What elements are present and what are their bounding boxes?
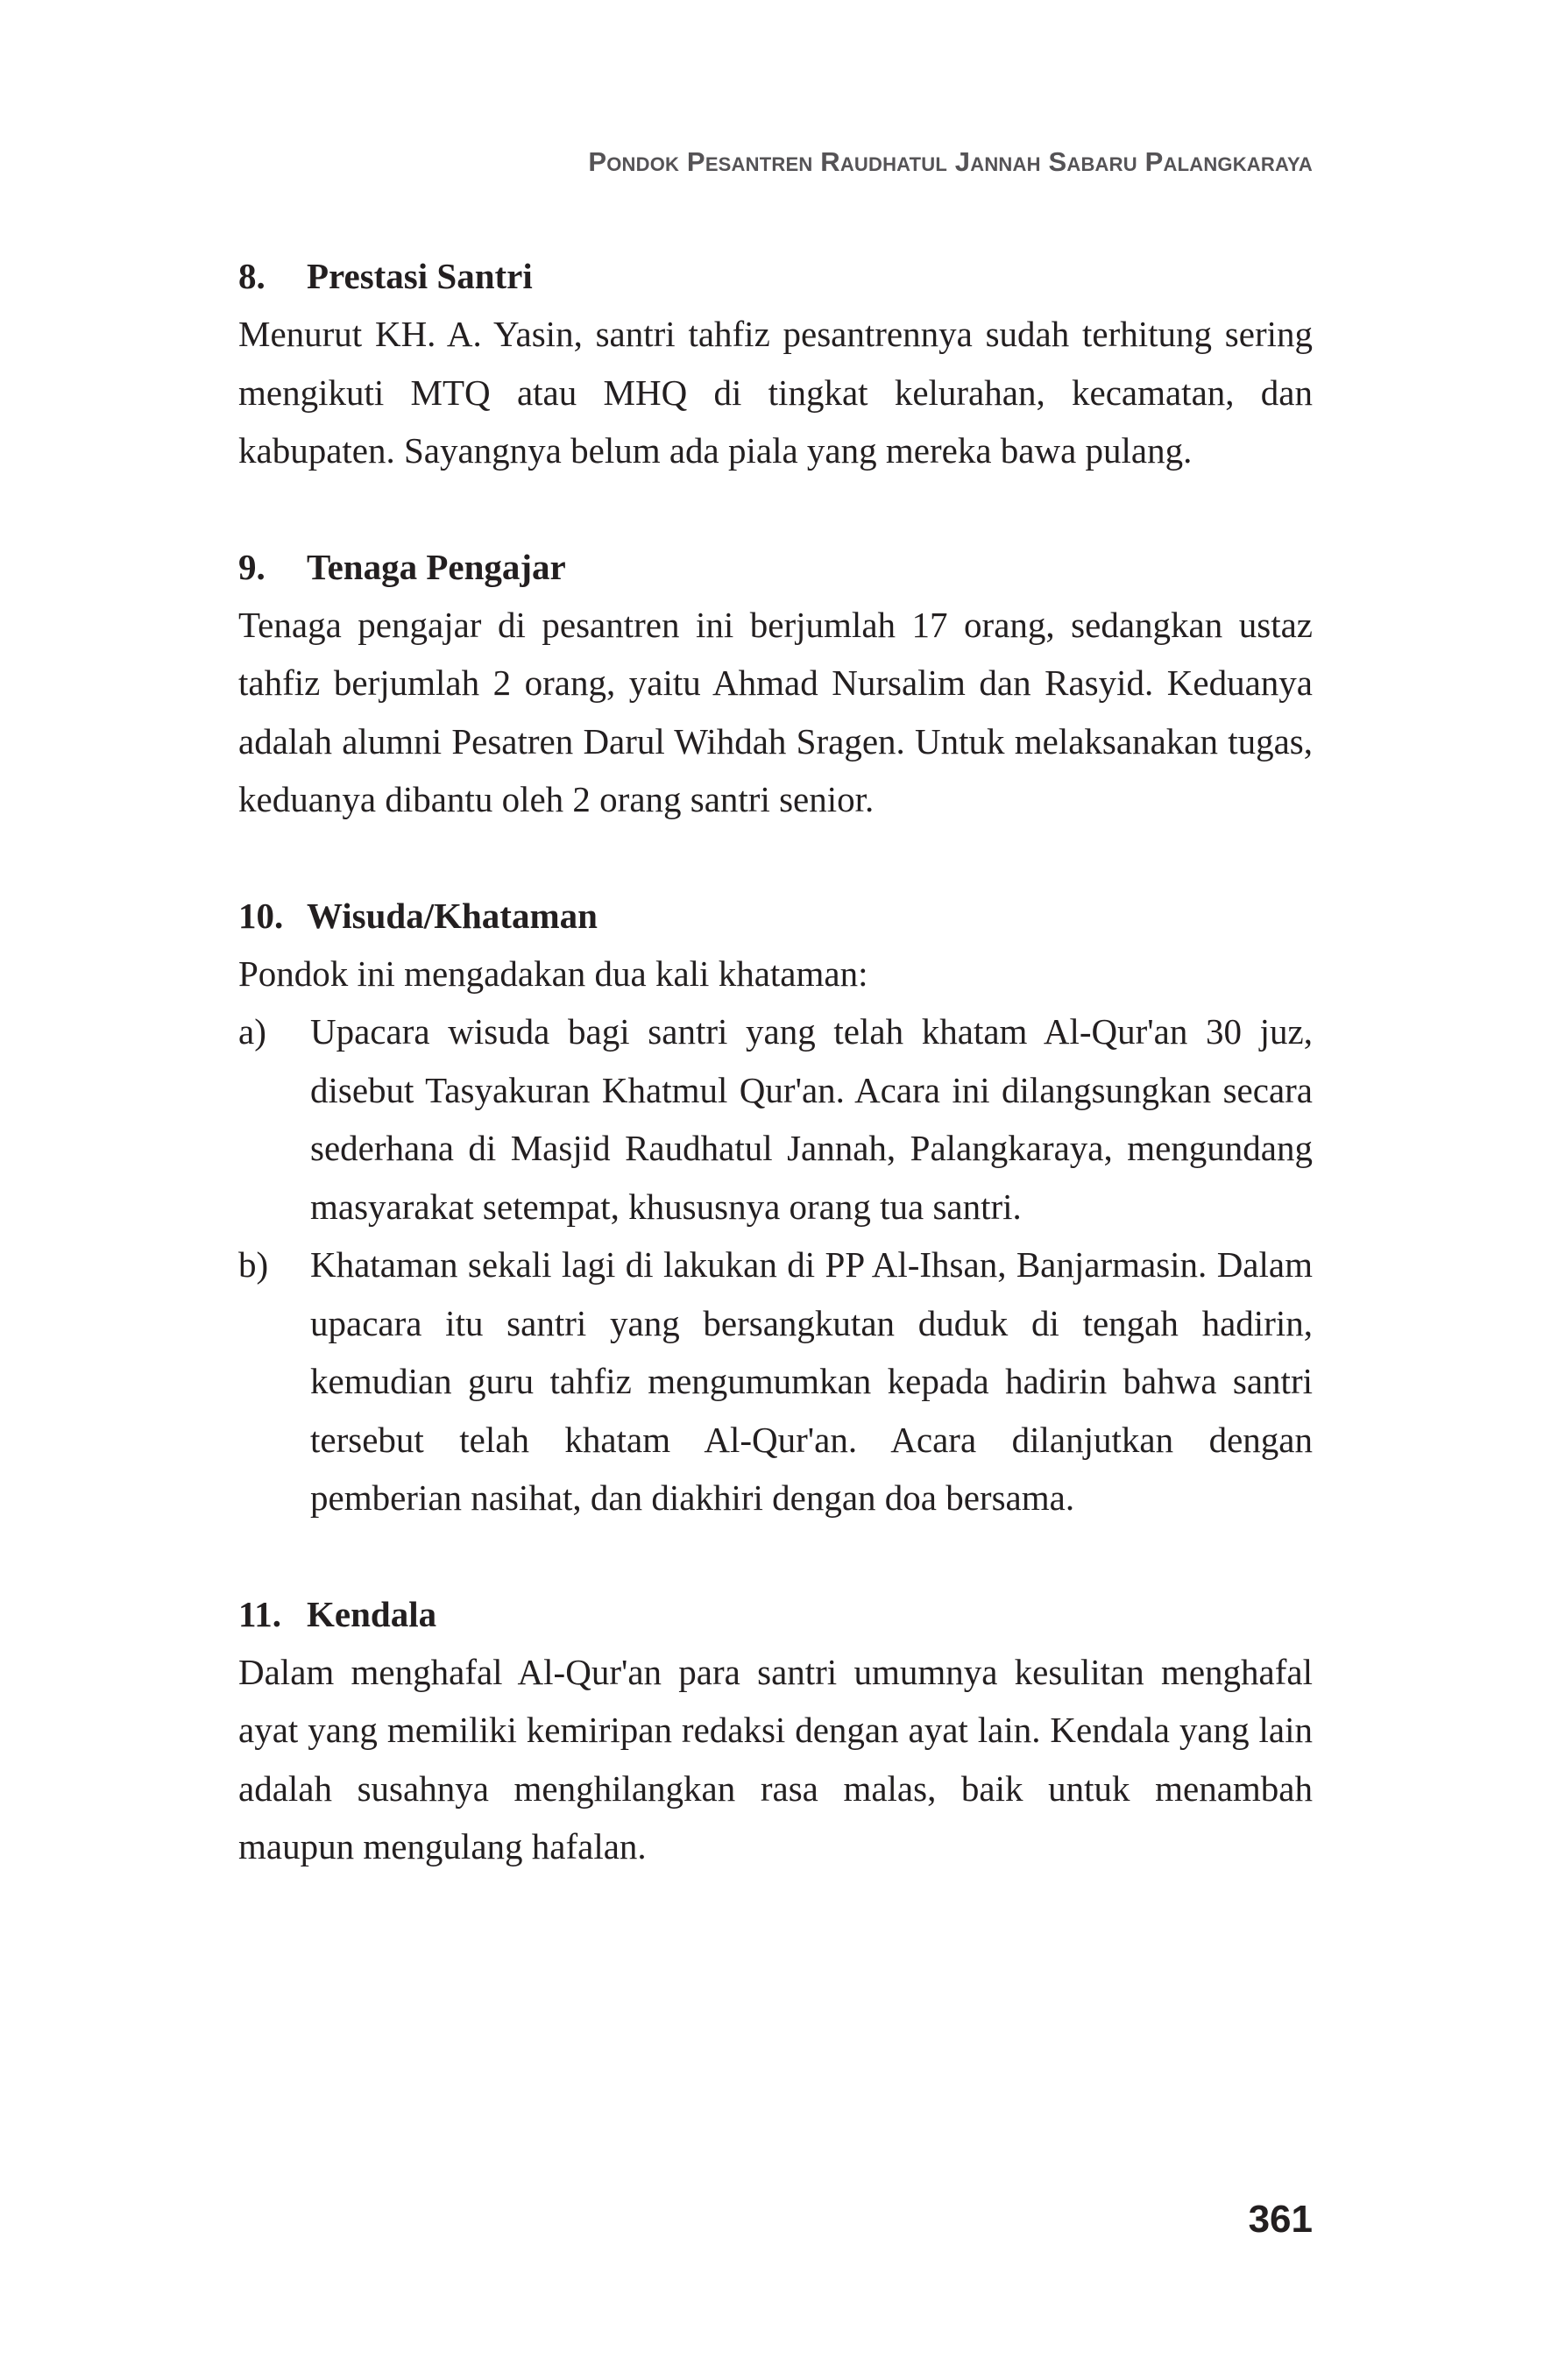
page-content <box>238 247 1313 1934</box>
section-paragraph: Tenaga pengajar di pesantren ini berjumlah 17 orang, sedangkan ustaz tahfiz berjumlah 2 orang, yaitu Ahmad Nursalim dan Rasyid. Keduanya adalah alumni Pesatren Darul Wihdah Sragen. Untuk melaksanakan tugas, keduanya dibantu oleh 2 orang santri senior. <box>238 604 1313 819</box>
section-heading <box>238 538 1313 596</box>
section-number: 9. <box>238 546 266 587</box>
list-marker: a) <box>238 1011 266 1052</box>
page-number: 361 <box>1248 2198 1313 2241</box>
running-header: Pondok Pesantren Raudhatul Jannah Sabaru Palangkaraya <box>588 146 1313 177</box>
section-paragraph: Pondok ini mengadakan dua kali khataman: <box>238 953 868 994</box>
section-tenaga-pengajar <box>238 538 1313 829</box>
section-heading <box>238 887 1313 945</box>
khataman-list <box>238 1002 1313 1527</box>
section-title: Wisuda/Khataman <box>307 895 598 936</box>
book-page <box>238 0 1313 2380</box>
section-prestasi-santri <box>238 247 1313 480</box>
section-paragraph: Menurut KH. A. Yasin, santri tahfiz pesantrennya sudah terhitung sering mengikuti MTQ atau MHQ di tingkat kelurahan, kecamatan, dan kabupaten. Sayangnya belum ada piala yang mereka bawa pulang. <box>238 314 1313 471</box>
section-heading <box>238 247 1313 305</box>
section-number: 10. <box>238 895 284 936</box>
list-item-text: Upacara wisuda bagi santri yang telah khatam Al-Qur'an 30 juz, disebut Tasyakuran Khatmul Qur'an. Acara ini dilangsungkan secara sederhana di Masjid Raudhatul Jannah, Palangkaraya, mengundang masyarakat setempat, khususnya orang tua santri. <box>310 1011 1313 1227</box>
list-item <box>238 1236 1313 1527</box>
section-number: 8. <box>238 256 266 296</box>
section-heading <box>238 1585 1313 1643</box>
section-title: Tenaga Pengajar <box>307 546 566 587</box>
section-kendala <box>238 1585 1313 1876</box>
list-marker: b) <box>238 1244 269 1285</box>
section-number: 11. <box>238 1593 281 1634</box>
list-item <box>238 1002 1313 1236</box>
section-paragraph: Dalam menghafal Al-Qur'an para santri umumnya kesulitan menghafal ayat yang memiliki kemiripan redaksi dengan ayat lain. Kendala yang lain adalah susahnya menghilangkan rasa malas, baik untuk menambah maupun mengulang hafalan. <box>238 1651 1313 1866</box>
section-wisuda-khataman <box>238 887 1313 1527</box>
section-title: Kendala <box>307 1593 437 1634</box>
list-item-text: Khataman sekali lagi di lakukan di PP Al-Ihsan, Banjarmasin. Dalam upacara itu santri yang bersangkutan duduk di tengah hadirin, kemudian guru tahfiz mengumumkan kepada hadirin bahwa santri tersebut telah khatam Al-Qur'an. Acara dilanjutkan dengan pemberian nasihat, dan diakhiri dengan doa bersama. <box>310 1244 1313 1518</box>
section-title: Prestasi Santri <box>307 256 533 296</box>
